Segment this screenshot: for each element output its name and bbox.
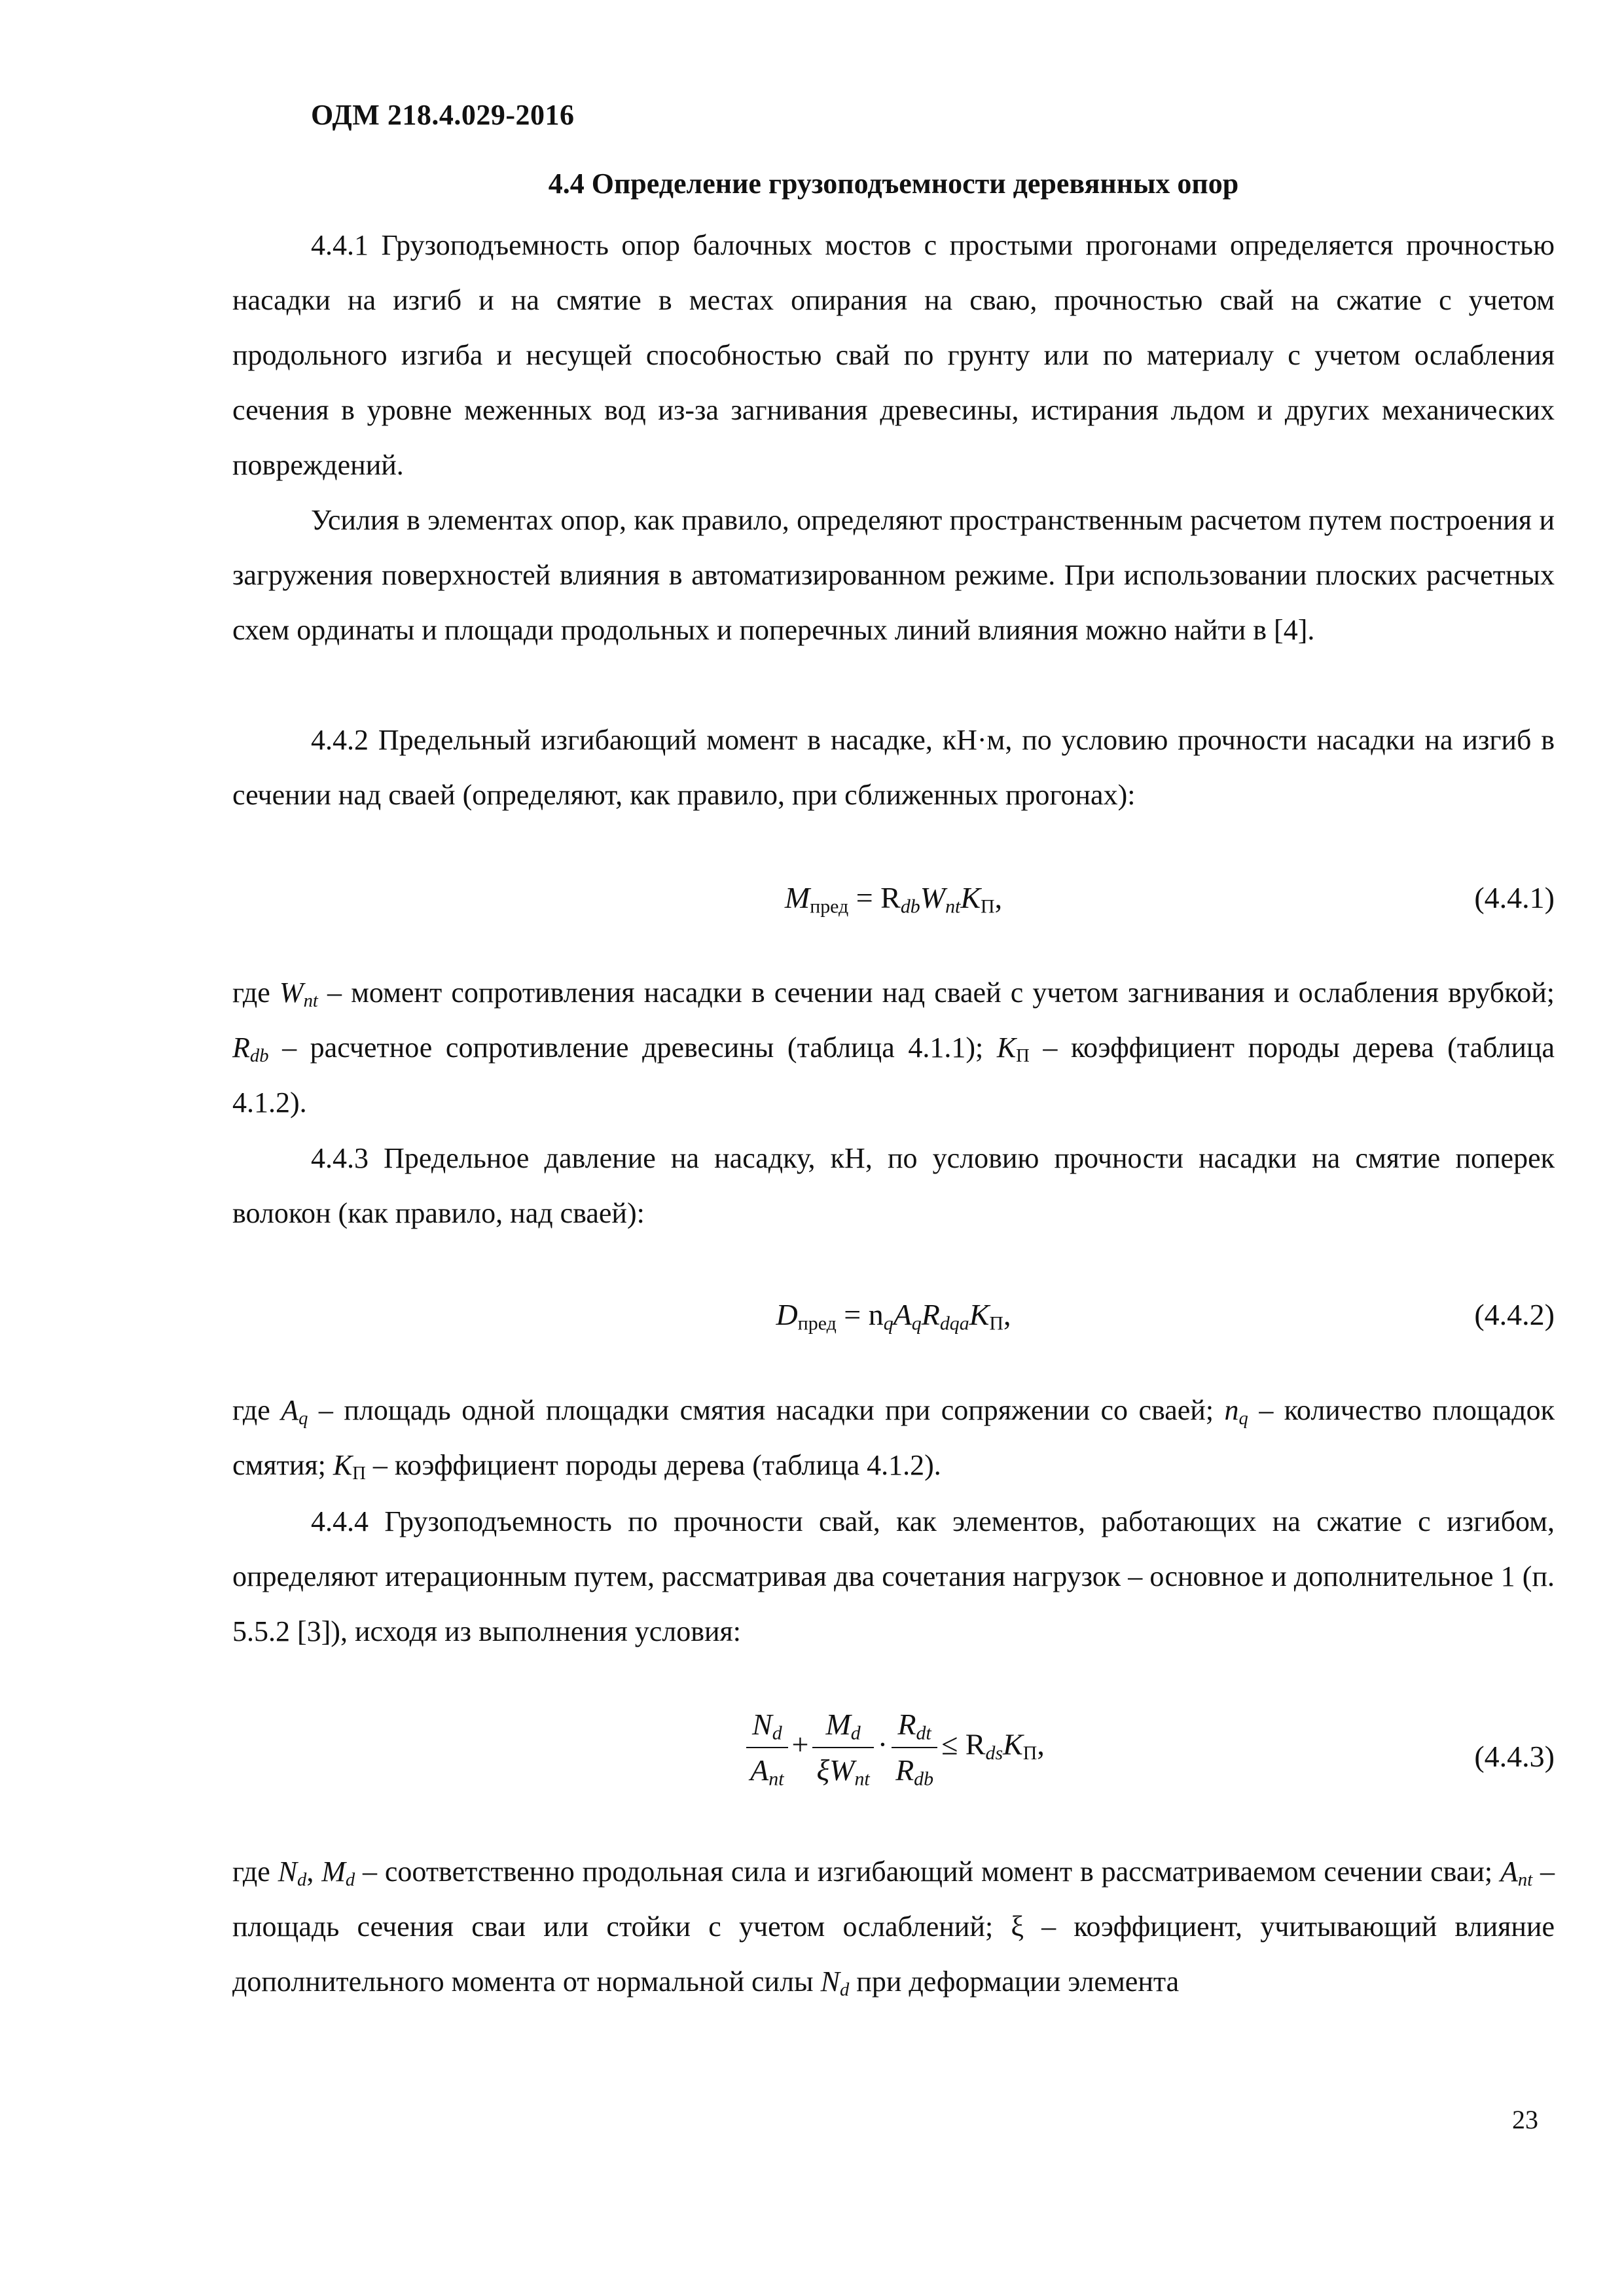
fraction-md-xiwnt: $\frac{M_d}{\xi W_{nt}}$ bbox=[812, 1705, 873, 1790]
paragraph-where-wnt: где $W_{nt}$ – момент сопротивления насадки в сечении над сваей с учетом загнивания и ослабления врубкой; $R_{db}$ – расчетное сопротивление древесины (таблица 4.1.1); $K_П$ – коэффициент породы дерева (таблица 4.1.2). bbox=[232, 977, 1555, 1119]
formula-4-4-2 bbox=[232, 1297, 1555, 1356]
formula-4-4-1-expression: $M_{пред} = R_{db}W_{nt}K_П$, bbox=[784, 881, 1003, 918]
paragraph-efforts: Усилия в элементах опор, как правило, определяют пространственным расчетом путем построения и загружения поверхностей влияния в автоматизированном режиме. При использовании плоских расчетных схем ординаты и площади продольных и поперечных линий влияния можно найти в [4]. bbox=[232, 504, 1555, 646]
formula-4-4-1 bbox=[232, 880, 1555, 939]
formula-4-4-2-expression: $D_{пред} = n_qA_qR_{dqa}K_П$, bbox=[776, 1298, 1011, 1335]
paragraph-where-nd: где $N_d$, $M_d$ – соответственно продольная сила и изгибающий момент в рассматриваемом сечении сваи; $A_{nt}$ – площадь сечения сваи или стойки с учетом ослаблений; ξ – коэффициент, учитывающий влияние дополнительного момента от нормальной силы $N_d$ при деформации элемента bbox=[232, 1856, 1555, 2001]
formula-4-4-3-expression: $\frac{N_d}{A_{nt}}$ + $\frac{M_d}{\xi W_{nt}}$ · $\frac{R_{dt}}{R_{db}}$ ≤ $R_{ds}K_П$, bbox=[232, 1705, 1555, 1790]
paragraph-4-4-1: 4.4.1 Грузоподъемность опор балочных мостов с простыми прогонами определяется прочностью насадки на изгиб и на смятие в местах опирания на сваю, прочностью свай на сжатие с учетом продольного изгиба и несущей способностью свай по грунту или по материалу с учетом ослабления сечения в уровне меженных вод из-за загнивания древесины, истирания льдом и других механических повреждений. bbox=[232, 229, 1555, 481]
formula-4-4-3 bbox=[232, 1705, 1555, 1816]
fraction-nd-ant: $\frac{N_d}{A_{nt}}$ bbox=[746, 1705, 787, 1790]
formula-4-4-3-number: (4.4.3) bbox=[1474, 1740, 1555, 1773]
paragraph-4-4-4: 4.4.4 Грузоподъемность по прочности свай, как элементов, работающих на сжатие с изгибом, определяют итерационным путем, рассматривая два сочетания нагрузок – основное и дополнительное 1 (п. 5.5.2 [3]), исходя из выполнения условия: bbox=[232, 1505, 1555, 1647]
paragraph-4-4-2: 4.4.2 Предельный изгибающий момент в насадке, кН·м, по условию прочности насадки на изгиб в сечении над сваей (определяют, как правило, при сближенных прогонах): bbox=[232, 724, 1555, 811]
formula-4-4-2-number: (4.4.2) bbox=[1474, 1298, 1555, 1331]
fraction-rdt-rdb: $\frac{R_{dt}}{R_{db}}$ bbox=[892, 1705, 937, 1790]
formula-4-4-1-number: (4.4.1) bbox=[1474, 881, 1555, 914]
page-number: 23 bbox=[1512, 2105, 1538, 2134]
paragraph-where-aq: где $A_q$ – площадь одной площадки смятия насадки при сопряжении со сваей; $n_q$ – количество площадок смятия; $K_П$ – коэффициент породы дерева (таблица 4.1.2). bbox=[232, 1394, 1555, 1484]
section-title: 4.4 Определение грузоподъемности деревянных опор bbox=[548, 168, 1239, 200]
paragraph-4-4-3: 4.4.3 Предельное давление на насадку, кН, по условию прочности насадки на смятие поперек волокон (как правило, над сваей): bbox=[232, 1142, 1555, 1229]
document-code: ОДМ 218.4.029-2016 bbox=[311, 99, 575, 131]
